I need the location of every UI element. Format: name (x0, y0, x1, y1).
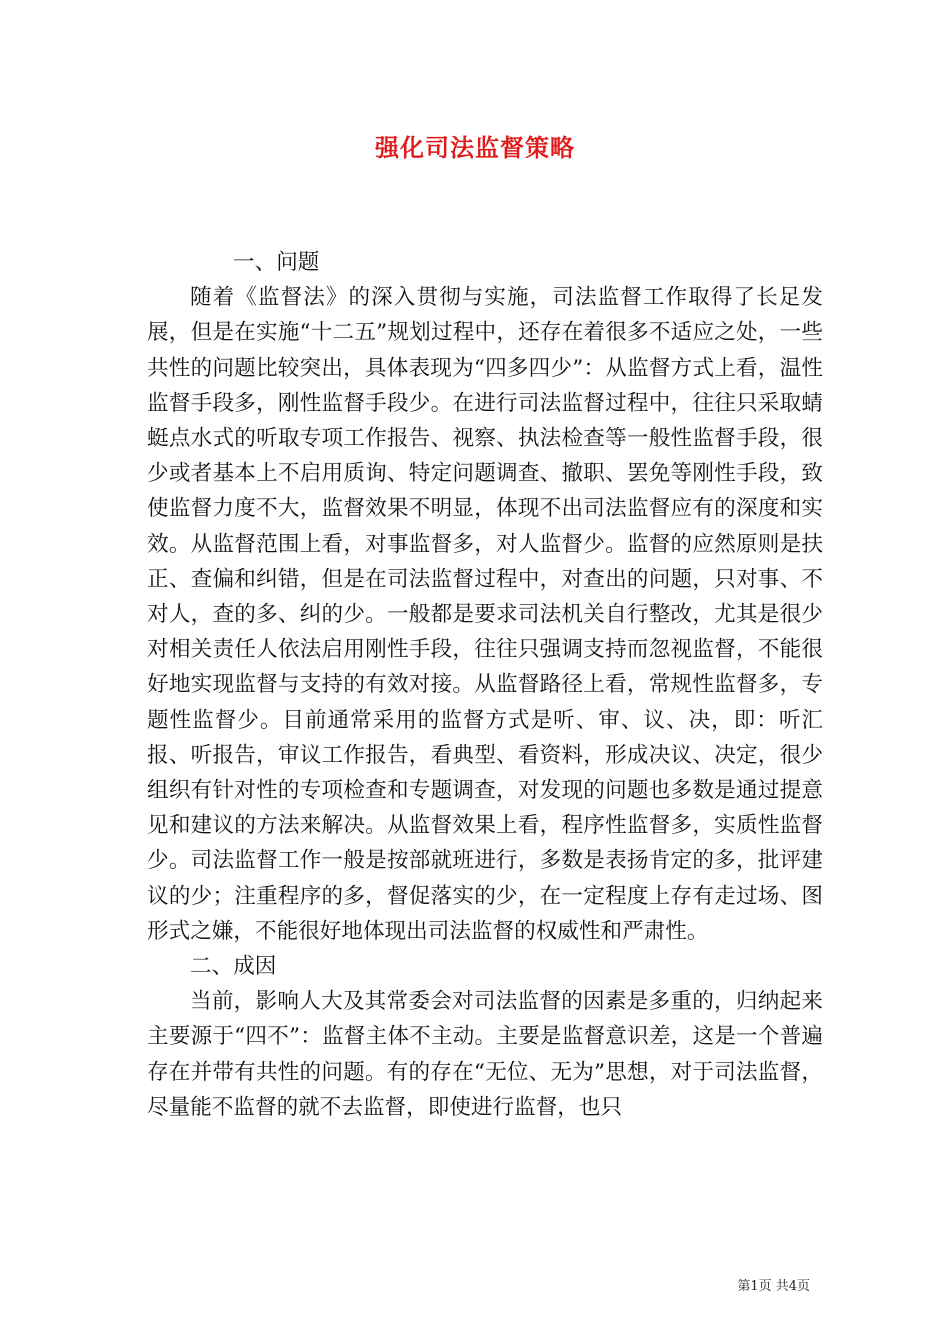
section-paragraph-cause: 当前，影响人大及其常委会对司法监督的因素是多重的，归纳起来主要源于“四不”：监督主体不主动。主要是监督意识差，这是一个普遍存在并带有共性的问题。有的存在“无位、无为”思想，对于司法监督，尽量能不监督的就不去监督，即使进行监督，也只 (147, 989, 823, 1120)
section-heading-cause: 二、成因 (190, 954, 277, 980)
document-body (147, 245, 823, 1125)
page-number: 第1页 共4页 (737, 1279, 810, 1294)
document-title: 强化司法监督策略 (375, 133, 575, 162)
section-heading-problem: 一、问题 (233, 250, 320, 275)
section-paragraph-problem: 随着《监督法》的深入贯彻与实施，司法监督工作取得了长足发展，但是在实施“十二五”规划过程中，还存在着很多不适应之处，一些共性的问题比较突出，具体表现为“四多四少”：从监督方式上看，温性监督手段多，刚性监督手段少。在进行司法监督过程中，往往只采取蜻蜓点水式的听取专项工作报告、视察、执法检查等一般性监督手段，很少或者基本上不启用质询、特定问题调查、撤职、罢免等刚性手段，致使监督力度不大，监督效果不明显，体现不出司法监督应有的深度和实效。从监督范围上看，对事监督多，对人监督少。监督的应然原则是扶正、查偏和纠错，但是在司法监督过程中，对查出的问题，只对事、不对人，查的多、纠的少。一般都是要求司法机关自行整改，尤其是很少对相关责任人依法启用刚性手段，往往只强调支持而忽视监督，不能很好地实现监督与支持的有效对接。从监督路径上看，常规性监督多，专题性监督少。目前通常采用的监督方式是听、审、议、决，即：听汇报、听报告，审议工作报告，看典型、看资料，形成决议、决定，很少组织有针对性的专项检查和专题调查，对发现的问题也多数是通过提意见和建议的方法来解决。从监督效果上看，程序性监督多，实质性监督少。司法监督工作一般是按部就班进行，多数是表扬肯定的多，批评建议的少；注重程序的多，督促落实的少，在一定程度上存有走过场、图形式之嫌，不能很好地体现出司法监督的权威性和严肃性。 (147, 285, 823, 944)
